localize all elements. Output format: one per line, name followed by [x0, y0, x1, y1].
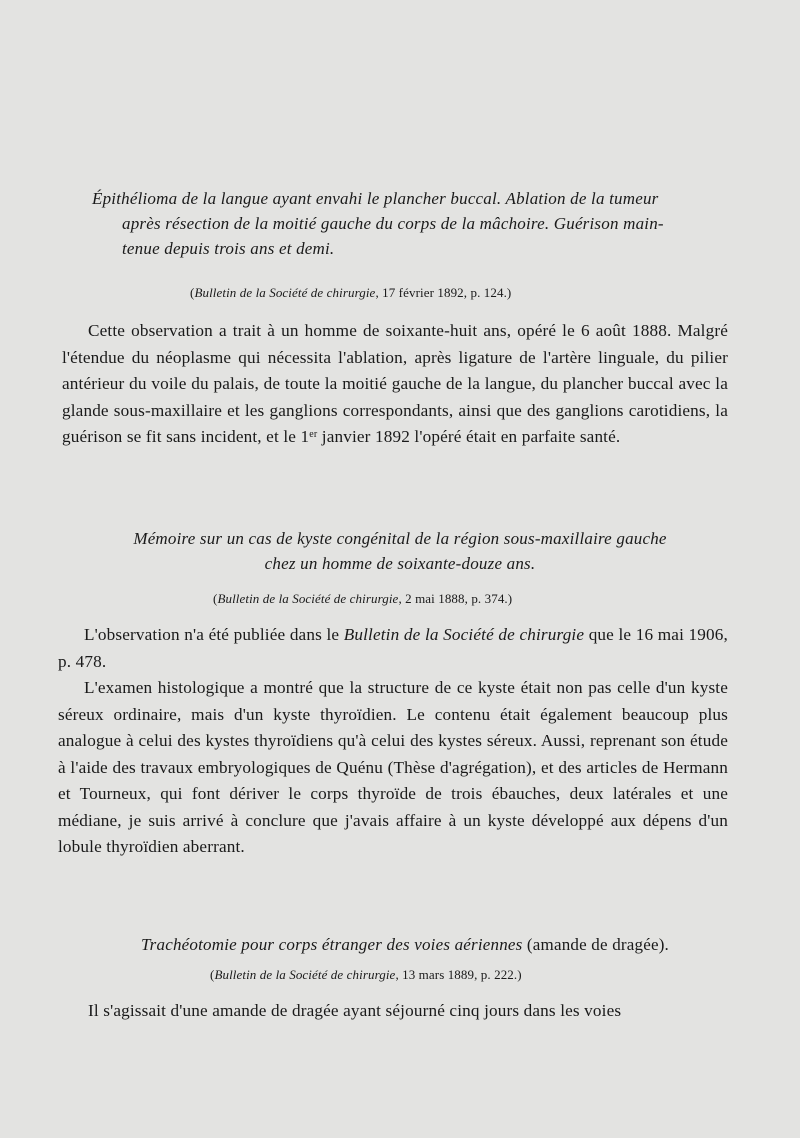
ordinal-suffix: er — [309, 429, 318, 440]
title-line: chez un homme de soixante-douze ans. — [264, 554, 536, 573]
title-roman: (amande de dragée). — [522, 935, 670, 954]
title-italic: Trachéotomie pour corps étranger des voies aériennes — [140, 935, 523, 954]
source-citation — [213, 590, 512, 608]
source-citation — [190, 284, 511, 302]
citation-open: ( — [210, 967, 215, 982]
citation-journal: Bulletin de la Société de chirurgie — [217, 591, 399, 606]
paragraph-before: L'observation n'a été publiée dans le — [84, 625, 344, 644]
paragraph: L'examen histologique a montré que la structure de ce kyste était non pas celle d'un kyste séreux ordinaire, mais d'un kyste thyroïdien. Le contenu était également beaucoup plus analogue à celui des kystes thyroïdiens qu'à celui des kystes séreux. Aussi, reprenant son étude à l'aide des travaux embryologiques de Quénu (Thèse d'agrégation), et des articles de Hermann et Tourneux, qui font dériver le corps thyroïde de trois ébauches, deux latérales et une médiane, je suis arrivé à conclure que j'avais affaire à un kyste développé aux dépens d'un lobule thyroïdien aberrant. — [58, 678, 728, 856]
paragraph — [62, 318, 728, 451]
paragraph-italic: Bulletin de la Société de chirurgie — [343, 625, 585, 644]
paragraph — [58, 622, 728, 675]
paragraph-after: que le 16 mai 1906, p. 478. — [58, 625, 728, 671]
citation-rest: , 2 mai 1888, p. 374.) — [398, 591, 513, 606]
title-line: tenue depuis trois ans et demi. — [122, 239, 335, 258]
entry-title — [60, 526, 740, 576]
source-citation — [210, 966, 522, 984]
body-text — [62, 998, 732, 1025]
citation-open: ( — [190, 285, 195, 300]
citation-rest: , 17 février 1892, p. 124.) — [375, 285, 512, 300]
body-text — [62, 318, 728, 451]
ordinal-number: 1 — [300, 427, 310, 446]
entry-title — [92, 186, 722, 261]
paragraph-text: Cette observation a trait à un homme de soixante-huit ans, opéré le 6 août 1888. Malgré l'étendue du néoplasme qui nécessita l'ablation, après ligature de l'artère linguale, du pilier antérieur du voile du palais, de toute la moitié gauche de la langue, du plancher buccal avec la glande sous-maxillaire et les ganglions correspondants, ainsi que des ganglions carotidiens, la guérison se fit sans incident, et le — [62, 321, 728, 446]
title-line: Épithélioma de la langue ayant envahi le plancher buccal. Ablation de la tumeur — [92, 189, 659, 208]
citation-journal: Bulletin de la Société de chirurgie — [194, 285, 376, 300]
paragraph: Il s'agissait d'une amande de dragée ayant séjourné cinq jours dans les voies — [88, 1001, 622, 1020]
title-line: Mémoire sur un cas de kyste congénital de la région sous-maxillaire gauche — [133, 529, 667, 548]
entry-title — [60, 932, 750, 957]
citation-journal: Bulletin de la Société de chirurgie — [214, 967, 396, 982]
body-text — [58, 622, 728, 861]
title-line: après résection de la moitié gauche du corps de la mâchoire. Guérison main- — [122, 214, 664, 233]
citation-open: ( — [213, 591, 218, 606]
paragraph-tail: janvier 1892 l'opéré était en parfaite santé. — [317, 427, 621, 446]
citation-rest: , 13 mars 1889, p. 222.) — [395, 967, 522, 982]
